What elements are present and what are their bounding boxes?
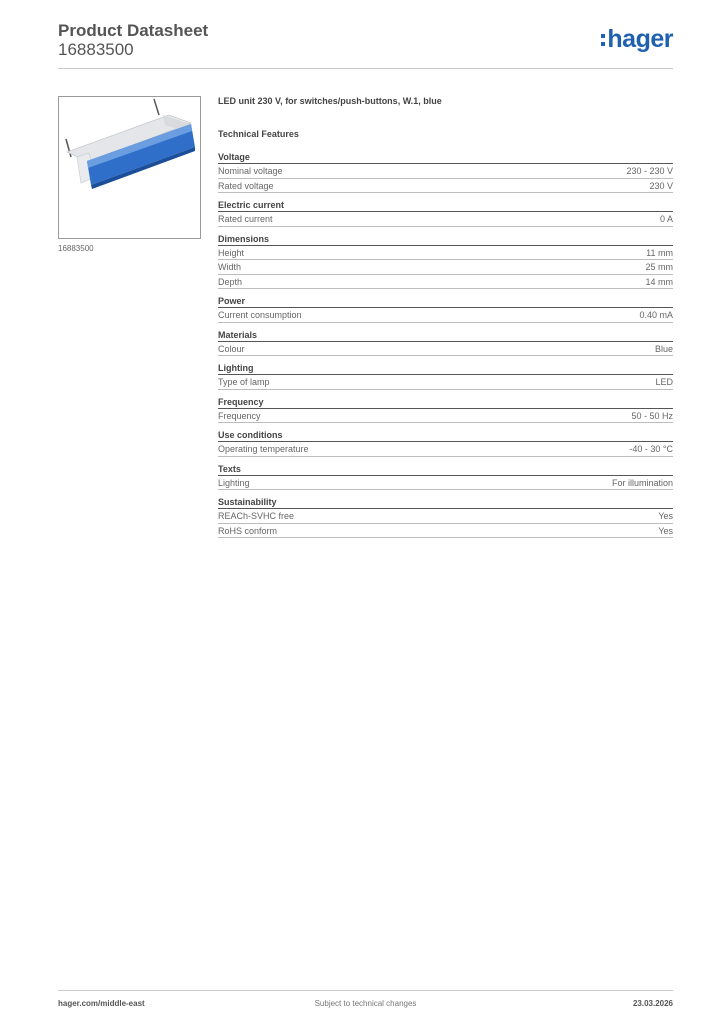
feature-value: -40 - 30 °C bbox=[629, 444, 673, 454]
feature-row bbox=[218, 275, 673, 290]
section-title: Frequency bbox=[218, 395, 673, 409]
feature-label: Height bbox=[218, 247, 245, 258]
feature-value: Blue bbox=[654, 343, 673, 354]
feature-row bbox=[218, 509, 673, 524]
feature-value: 11 mm bbox=[646, 247, 673, 258]
feature-row bbox=[218, 164, 673, 179]
feature-label: Nominal voltage bbox=[218, 166, 283, 176]
feature-value: Yes bbox=[658, 511, 673, 521]
feature-label: Frequency bbox=[218, 410, 261, 421]
feature-section bbox=[218, 428, 673, 457]
feature-value: 230 - 230 V bbox=[626, 166, 673, 176]
section-title: Use conditions bbox=[218, 428, 673, 442]
feature-label: Operating temperature bbox=[218, 444, 309, 454]
feature-row bbox=[218, 476, 673, 491]
feature-value: 0 A bbox=[659, 214, 673, 224]
section-title: Texts bbox=[218, 462, 673, 476]
section-title: Dimensions bbox=[218, 232, 673, 246]
hager-logo bbox=[601, 25, 673, 54]
section-title: Sustainability bbox=[218, 495, 673, 509]
image-caption: 16883500 bbox=[58, 244, 94, 253]
feature-label: Rated current bbox=[218, 214, 273, 224]
page-header bbox=[58, 21, 673, 69]
section-title: Power bbox=[218, 294, 673, 308]
feature-section bbox=[218, 395, 673, 424]
feature-section bbox=[218, 294, 673, 323]
feature-section bbox=[218, 328, 673, 357]
feature-value: Yes bbox=[658, 525, 673, 536]
feature-row bbox=[218, 409, 673, 424]
product-image bbox=[58, 96, 201, 239]
feature-label: Rated voltage bbox=[218, 180, 274, 191]
document-number: 16883500 bbox=[58, 40, 134, 59]
feature-value: 0.40 mA bbox=[639, 310, 673, 320]
logo-dots-icon bbox=[601, 34, 605, 46]
feature-row bbox=[218, 246, 673, 261]
feature-section bbox=[218, 150, 673, 193]
feature-label: Type of lamp bbox=[218, 377, 270, 387]
feature-label: RoHS conform bbox=[218, 525, 278, 536]
feature-section bbox=[218, 462, 673, 491]
footer-date: 23.03.2026 bbox=[632, 999, 673, 1008]
document-title: Product Datasheet bbox=[58, 21, 209, 40]
feature-value: 50 - 50 Hz bbox=[631, 410, 673, 421]
feature-value: LED bbox=[655, 377, 673, 387]
feature-label: Lighting bbox=[218, 477, 250, 488]
feature-section bbox=[218, 198, 673, 227]
footer-website-link[interactable]: hager.com/middle-east bbox=[58, 999, 145, 1008]
feature-row bbox=[218, 342, 673, 357]
feature-section bbox=[218, 232, 673, 290]
feature-row bbox=[218, 179, 673, 194]
section-title: Voltage bbox=[218, 150, 673, 164]
feature-label: Colour bbox=[218, 343, 245, 354]
feature-value: For illumination bbox=[611, 477, 673, 488]
section-title: Electric current bbox=[218, 198, 673, 212]
feature-row bbox=[218, 260, 673, 275]
section-title: Lighting bbox=[218, 361, 673, 375]
feature-label: REACh-SVHC free bbox=[218, 511, 295, 521]
feature-sections bbox=[218, 150, 673, 538]
feature-row bbox=[218, 524, 673, 539]
feature-label: Depth bbox=[218, 276, 243, 287]
feature-row bbox=[218, 308, 673, 323]
page-footer bbox=[58, 990, 673, 1012]
technical-features-title: Technical Features bbox=[218, 129, 299, 139]
footer-notice: Subject to technical changes bbox=[314, 999, 417, 1008]
datasheet-content bbox=[218, 96, 673, 538]
feature-value: 25 mm bbox=[645, 262, 673, 272]
feature-label: Width bbox=[218, 262, 242, 272]
feature-value: 230 V bbox=[649, 180, 673, 191]
feature-section bbox=[218, 361, 673, 390]
feature-section bbox=[218, 495, 673, 538]
logo-text: hager bbox=[607, 25, 673, 53]
feature-label: Current consumption bbox=[218, 310, 302, 320]
product-description: LED unit 230 V, for switches/push-buttons, W.1, blue bbox=[218, 96, 442, 106]
feature-row bbox=[218, 442, 673, 457]
feature-value: 14 mm bbox=[645, 276, 673, 287]
section-title: Materials bbox=[218, 328, 673, 342]
feature-row bbox=[218, 375, 673, 390]
feature-row bbox=[218, 212, 673, 227]
led-unit-product-photo-icon bbox=[59, 97, 200, 238]
